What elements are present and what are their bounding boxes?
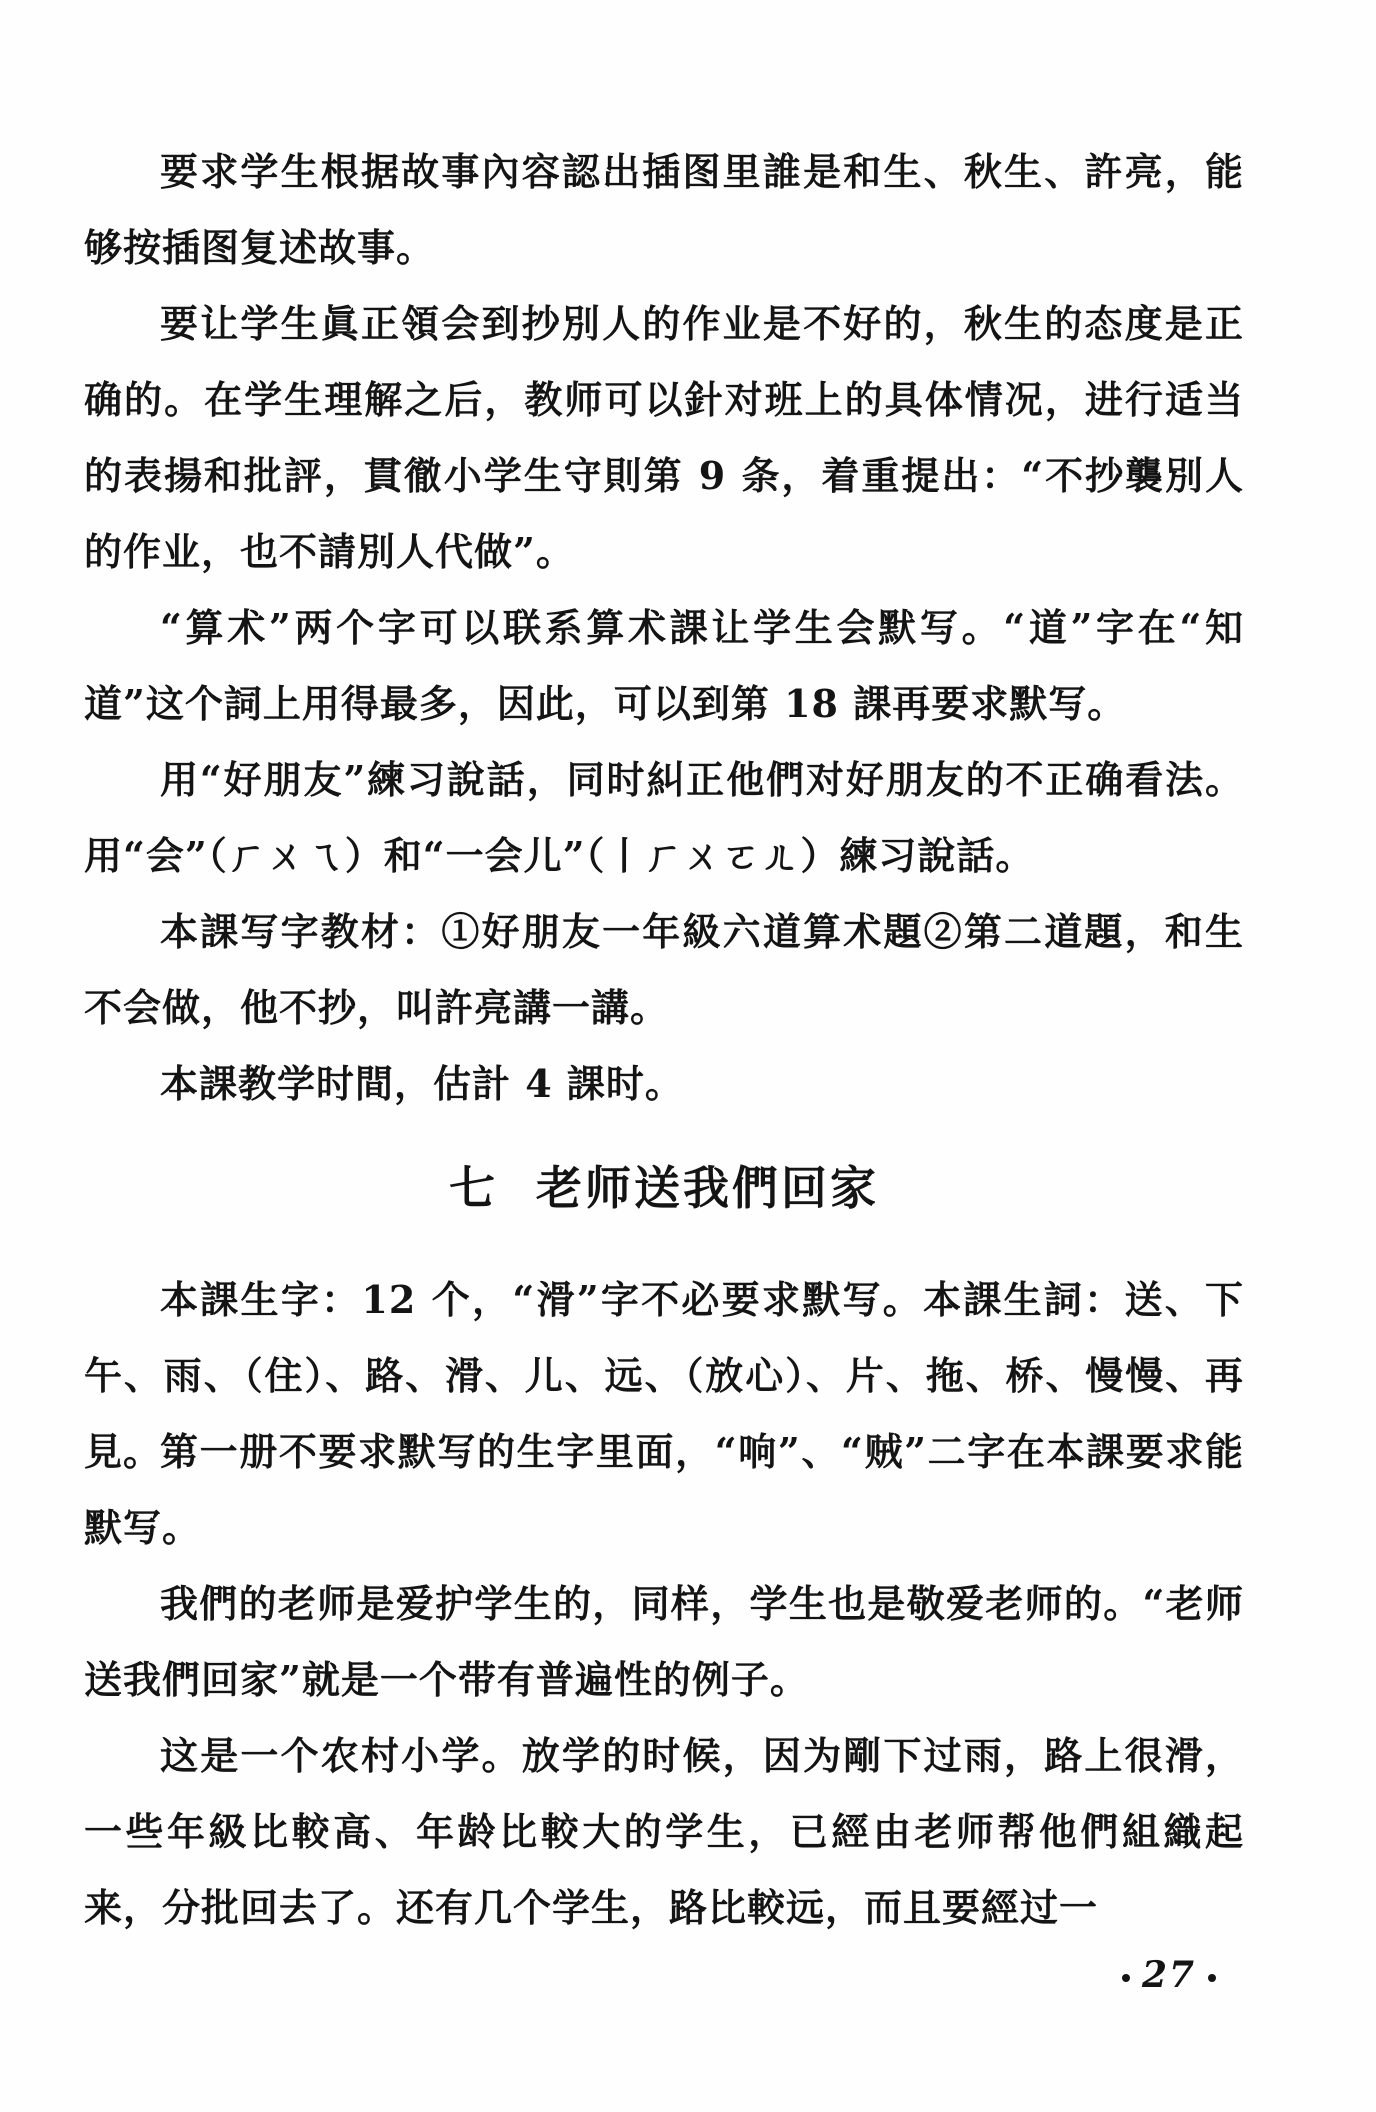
section-heading [84, 1148, 1244, 1228]
paragraph-5: 本課写字教材：①好朋友一年級六道算术題②第二道題，和生不会做，他不抄，叫許亮講一講。 [84, 909, 1244, 1030]
paragraph-6: 本課教学时間，估計 4 課时。 [160, 1061, 684, 1106]
paragraph-2: 要让学生眞正領会到抄別人的作业是不好的，秋生的态度是正确的。在学生理解之后，教师可以針对班上的具体情况，进行适当的表揚和批評，貫徹小学生守則第 9 条，着重提出：“不抄襲別人的作业，也不請別人代做”。 [84, 301, 1244, 574]
paragraph-4: 用“好朋友”練习說話，同时糾正他們对好朋友的不正确看法。用“会”（ㄏㄨㄟ）和“一会儿”（丨ㄏㄨㄛㄦ）練习說話。 [84, 757, 1244, 878]
paragraph-9: 我們的老师是爱护学生的，同样，学生也是敬爱老师的。“老师送我們回家”就是一个带有普遍性的例子。 [84, 1581, 1244, 1702]
paragraph-10: 这是一个农村小学。放学的时候，因为剛下过雨，路上很滑，一些年級比較高、年龄比較大的学生，已經由老师帮他們組織起来，分批回去了。还有几个学生，路比較远，而且要經过一 [84, 1733, 1244, 1930]
paragraph-8: 第一册不要求默写的生字里面，“响”、“贼”二字在本課要求能默写。 [84, 1429, 1244, 1550]
paragraph-7: 本課生字：12 个，“滑”字不必要求默写。本課生詞：送、下午、雨、（住）、路、滑、儿、远、（放心）、片、拖、桥、慢慢、再見。 [84, 1277, 1244, 1474]
paragraph-3: “算术”两个字可以联系算术課让学生会默写。“道”字在“知道”这个詞上用得最多，因此，可以到第 18 課再要求默写。 [84, 605, 1244, 726]
paragraph-1: 要求学生根据故事內容認出插图里誰是和生、秋生、許亮，能够按插图复述故事。 [84, 149, 1244, 270]
page-number-value: 27 [1142, 1954, 1197, 1996]
section-title: 老师送我們回家 [536, 1161, 879, 1215]
section-number: 七 [449, 1161, 498, 1215]
bullet-dot-icon [1208, 1974, 1216, 1982]
page-number [1110, 1950, 1228, 2000]
bullet-dot-icon [1122, 1974, 1130, 1982]
